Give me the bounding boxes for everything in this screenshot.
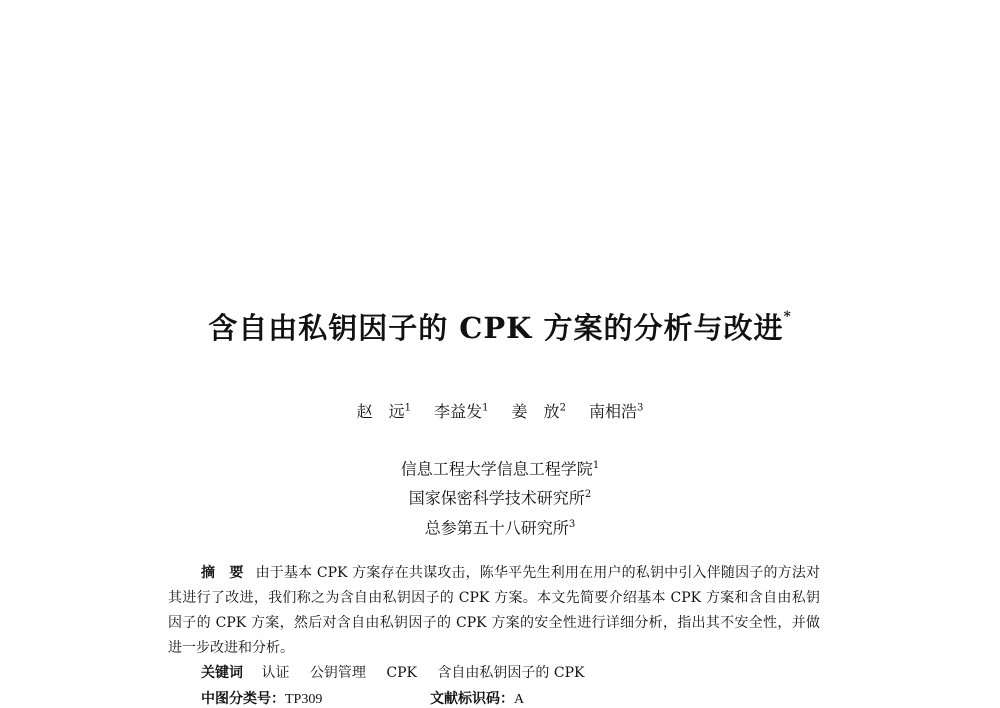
doc-code-value: A <box>514 692 525 707</box>
classification-line <box>201 688 525 708</box>
affiliation <box>0 482 1000 511</box>
author <box>512 399 566 422</box>
clc-label: 中图分类号： <box>201 691 285 707</box>
keywords-label: 关键词 <box>201 665 243 681</box>
keywords <box>201 662 600 682</box>
keyword: 含自由私钥因子的 CPK <box>437 665 585 681</box>
affiliation-mark: 3 <box>568 518 576 530</box>
keyword: 公钥管理 <box>309 665 366 681</box>
affiliation-mark: 2 <box>584 489 592 501</box>
affiliation <box>0 453 1000 482</box>
document-code <box>430 688 524 708</box>
clc-value: TP309 <box>285 692 323 707</box>
affiliation <box>0 512 1000 541</box>
title-text: 含自由私钥因子的 CPK 方案的分析与改进 <box>208 311 784 345</box>
author-name: 赵 远 <box>356 402 405 421</box>
keyword: 认证 <box>261 665 290 681</box>
abstract-label: 摘 要 <box>201 565 244 581</box>
keyword: CPK <box>386 665 417 681</box>
author <box>357 399 411 422</box>
author-list <box>0 399 1000 422</box>
author-affil-mark: 1 <box>482 402 489 414</box>
paper-title <box>0 306 1000 347</box>
abstract-text: 由于基本 CPK 方案存在共谋攻击，陈华平先生利用在用户的私钥中引入伴随因子的方法对其进行了改进，我们称之为含自由私钥因子的 CPK 方案。本文先简要介绍基本 CPK 方案和含自由私钥因子的 CPK 方案，然后对含自由私钥因子的 CPK 方案的安全性进行详细分析，指出其不安全性，并做进一步改进和分析。 <box>168 565 821 656</box>
affiliation-name: 总参第五十八研究所 <box>424 517 569 537</box>
author-affil-mark: 1 <box>404 402 411 414</box>
author-name: 南相浩 <box>589 402 638 421</box>
author-affil-mark: 2 <box>559 402 566 414</box>
author-name: 李益发 <box>434 402 483 421</box>
abstract <box>168 561 820 661</box>
author-name: 姜 放 <box>511 402 560 421</box>
doc-code-label: 文献标识码： <box>430 691 514 707</box>
affiliation-list <box>0 453 1000 541</box>
affiliation-name: 信息工程大学信息工程学院 <box>400 459 593 479</box>
title-footnote-mark: * <box>783 309 792 326</box>
affiliation-name: 国家保密科学技术研究所 <box>408 488 585 508</box>
author <box>589 399 643 422</box>
author-affil-mark: 3 <box>637 402 644 414</box>
affiliation-mark: 1 <box>592 460 600 471</box>
author <box>434 399 488 422</box>
